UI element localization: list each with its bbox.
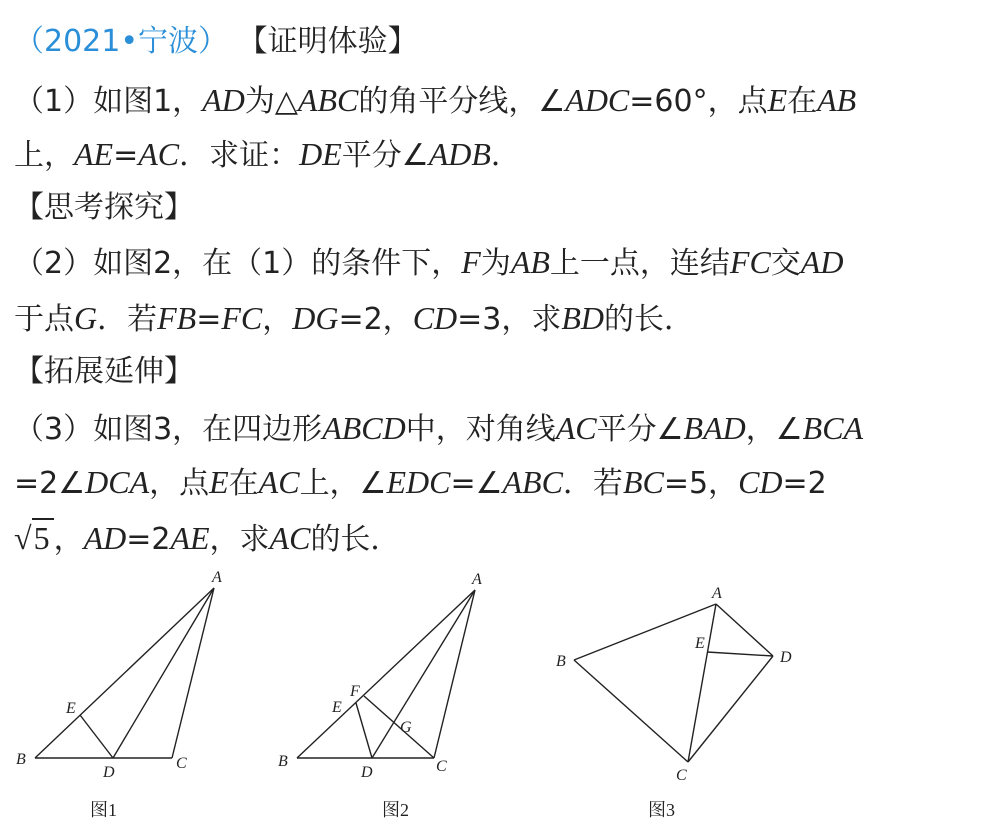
text: 为	[480, 246, 511, 281]
var: E	[767, 82, 788, 118]
figure-2-caption: 图2	[382, 800, 409, 820]
figure-1	[0, 568, 260, 788]
var: ABC	[502, 464, 563, 500]
point-d-label: D	[780, 649, 792, 666]
edge-ac	[172, 588, 214, 758]
part2-line1	[14, 242, 843, 284]
text: =5，	[663, 466, 739, 501]
text: （3）如图3，在四边形	[14, 412, 323, 447]
edge-ad	[716, 604, 773, 656]
figure-2	[270, 568, 510, 788]
point-a-label: A	[712, 585, 722, 602]
var: G	[74, 300, 98, 336]
text: =2，	[338, 302, 413, 337]
var: BC	[622, 464, 664, 500]
var: ABCD	[322, 410, 406, 446]
var: FC	[221, 300, 263, 336]
figure-3	[540, 568, 810, 788]
point-c-label: C	[176, 755, 187, 772]
figure-2-diagram	[270, 568, 510, 788]
section-proof-experience: 【证明体验】	[237, 24, 418, 59]
var: DG	[292, 300, 339, 336]
var: FB	[157, 300, 197, 336]
text: ，∠	[745, 412, 803, 447]
var: AC	[138, 136, 180, 172]
var: AD	[800, 244, 844, 280]
text: 平分∠	[341, 138, 429, 173]
text: ，求	[209, 522, 270, 557]
text: 平分∠	[596, 412, 684, 447]
text: =2	[126, 522, 171, 557]
text: =2∠	[14, 466, 86, 501]
section-heading: 【思考探究】	[14, 190, 194, 225]
text: =3，求	[457, 302, 562, 337]
var: ADB	[428, 136, 491, 172]
section-heading: 【拓展延伸】	[14, 354, 194, 389]
point-a-label: A	[212, 569, 222, 586]
figure-3-diagram	[540, 568, 810, 788]
text: =	[196, 302, 222, 337]
var: ADC	[565, 82, 630, 118]
part2-line2	[14, 298, 694, 340]
point-e-label: E	[66, 700, 76, 717]
text: 上，	[14, 138, 74, 173]
var: AE	[170, 520, 210, 556]
text: ，	[53, 522, 84, 557]
point-c-label: C	[436, 758, 447, 775]
segment-ed	[356, 703, 372, 758]
text: 中，对角线	[405, 412, 556, 447]
text: （2）如图2，在（1）的条件下，	[14, 246, 462, 281]
text: 上一点，连结	[549, 246, 730, 281]
sqrt-sign: √	[14, 520, 32, 556]
point-c-label: C	[676, 767, 687, 784]
var: AE	[74, 136, 114, 172]
point-d-label: D	[103, 764, 115, 781]
text: 的角平分线，∠	[358, 84, 566, 119]
radicand: 5	[32, 518, 54, 556]
var: AD	[83, 520, 127, 556]
var: BD	[561, 300, 605, 336]
text: ．若	[562, 466, 623, 501]
var: E	[209, 464, 229, 500]
diagonal-ac	[688, 604, 716, 762]
edge-ab	[297, 590, 475, 758]
part1-line2	[14, 134, 521, 176]
text: 于点	[14, 302, 74, 337]
part3-line2	[14, 462, 827, 504]
part1-line1	[14, 80, 856, 122]
part3-line1	[14, 408, 863, 450]
edge-dc	[688, 656, 773, 762]
var: ABC	[297, 82, 359, 118]
sqrt-five	[14, 518, 54, 558]
section-extension	[14, 352, 194, 392]
text: ．	[490, 138, 521, 173]
text: ．求证：	[179, 138, 300, 173]
edge-bc	[574, 660, 688, 762]
text: =	[113, 138, 139, 173]
text: 为△	[244, 84, 298, 119]
point-e-label: E	[332, 699, 342, 716]
var: AC	[269, 520, 311, 556]
text: 的长．	[310, 522, 401, 557]
problem-header	[14, 22, 418, 62]
var: FC	[729, 244, 771, 280]
point-d-label: D	[361, 764, 373, 781]
point-b-label: B	[556, 653, 566, 670]
var: DCA	[85, 464, 150, 500]
text: 的长．	[604, 302, 695, 337]
section-explore	[14, 188, 194, 228]
var: AC	[555, 410, 597, 446]
var: AC	[258, 464, 300, 500]
point-f-label: F	[350, 683, 360, 700]
var: DE	[299, 136, 342, 172]
text: ，点	[149, 466, 210, 501]
segment-ed	[707, 652, 773, 656]
var: BAD	[683, 410, 746, 446]
text: 交	[770, 246, 801, 281]
var: BCA	[802, 410, 864, 446]
var: F	[461, 244, 481, 280]
point-e-label: E	[695, 635, 705, 652]
segment-fc	[364, 696, 434, 758]
segment-ed	[80, 715, 113, 758]
text: 在	[228, 466, 259, 501]
text: 上，∠	[299, 466, 387, 501]
text: （1）如图1，	[14, 84, 203, 119]
figure-3-caption: 图3	[648, 800, 675, 820]
text: 在	[787, 84, 818, 119]
edge-ac	[434, 590, 475, 758]
segment-ad	[113, 588, 214, 758]
figure-1-diagram	[0, 568, 260, 788]
text: =60°，点	[629, 84, 768, 119]
text: =2	[782, 466, 827, 501]
edge-ab	[35, 588, 214, 758]
var: CD	[412, 300, 458, 336]
text: ，	[262, 302, 293, 337]
point-b-label: B	[278, 753, 288, 770]
var: AB	[510, 244, 550, 280]
var: AB	[817, 82, 857, 118]
var: AD	[202, 82, 245, 118]
point-g-label: G	[400, 719, 412, 736]
text: ．若	[97, 302, 158, 337]
segment-ad	[372, 590, 475, 758]
point-a-label: A	[472, 571, 482, 588]
part3-line3	[14, 518, 400, 560]
point-b-label: B	[16, 751, 26, 768]
source-tag: （2021•宁波）	[14, 24, 229, 59]
text: =∠	[450, 466, 503, 501]
figure-1-caption: 图1	[90, 800, 117, 820]
var: EDC	[386, 464, 451, 500]
var: CD	[738, 464, 783, 500]
